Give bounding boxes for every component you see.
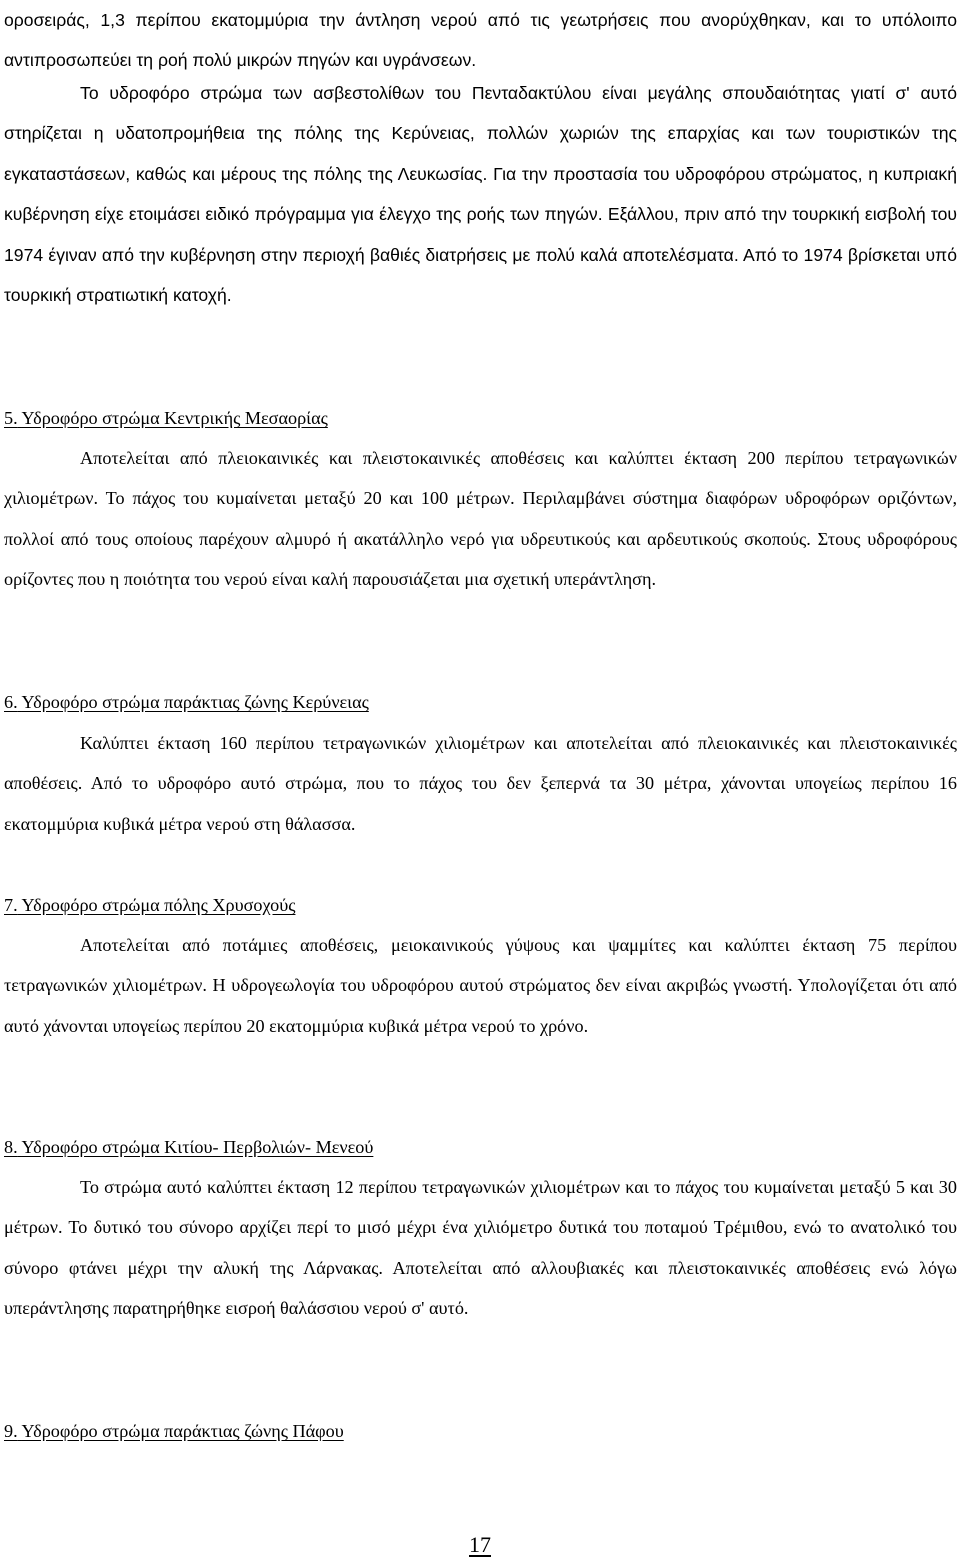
section-7-title: Υδροφόρο στρώμα πόλης Χρυσοχούς <box>21 895 296 915</box>
page-number: 17 <box>469 1532 491 1557</box>
section-9-number: 9. <box>4 1421 18 1441</box>
section-5-heading <box>4 398 328 438</box>
section-8-number: 8. <box>4 1137 18 1157</box>
section-5-title: Υδροφόρο στρώμα Κεντρικής Μεσαορίας <box>21 408 328 428</box>
section-6-title: Υδροφόρο στρώμα παράκτιας ζώνης Κερύνειας <box>21 692 369 712</box>
section-6-body: Καλύπτει έκταση 160 περίπου τετραγωνικών χιλιομέτρων και αποτελείται από πλειοκαινικές και πλειστοκαινικές αποθέσεις. Από το υδροφόρο αυτό στρώμα, που το πάχος του δεν ξεπερνά τα 30 μέτρα, χάνονται υπογείως περίπου 16 εκατομμύρια κυβικά μέτρα νερού στη θάλασσα. <box>4 733 957 834</box>
section-7-body: Αποτελείται από ποτάμιες αποθέσεις, μειοκαινικούς γύψους και ψαμμίτες και καλύπτει έκταση 75 περίπου τετραγωνικών χιλιομέτρων. Η υδρογεωλογία του υδροφόρου αυτού στρώματος δεν είναι ακριβώς γνωστή. Υπολογίζεται ότι από αυτό χάνονται υπογείως περίπου 20 εκατομμύρια κυβικά μέτρα νερού το χρόνο. <box>4 935 957 1036</box>
section-8-body: Το στρώμα αυτό καλύπτει έκταση 12 περίπου τετραγωνικών χιλιομέτρων και το πάχος του κυμαίνεται μεταξύ 5 και 30 μέτρων. Το δυτικό του σύνορο αρχίζει περί το μισό μέχρι ένα χιλιόμετρο δυτικά του ποταμού Τρέμιθου, ενώ το ανατολικό του σύνορο φτάνει μέχρι την αλυκή της Λάρνακας. Αποτελείται από αλλουβιακές και πλειστοκαινικές αποθέσεις ενώ λόγω υπεράντλησης παρατηρήθηκε εισροή θαλάσσιου νερού σ' αυτό. <box>4 1177 957 1319</box>
section-7-heading <box>4 885 295 925</box>
section-7-number: 7. <box>4 895 18 915</box>
section-5-number: 5. <box>4 408 18 428</box>
section-6-heading <box>4 682 369 722</box>
intro-paragraph: οροσειράς, 1,3 περίπου εκατομμύρια την άντληση νερού από τις γεωτρήσεις που ανορύχθηκαν, και το υπόλοιπο αντιπροσωπεύει τη ροή πολύ μικρών πηγών και υγράνσεων. <box>4 10 957 71</box>
section-6-number: 6. <box>4 692 18 712</box>
section-9-title: Υδροφόρο στρώμα παράκτιας ζώνης Πάφου <box>21 1421 344 1441</box>
pentadaktylos-paragraph: Το υδροφόρο στρώμα των ασβεστολίθων του Πενταδακτύλου είναι μεγάλης σπουδαιότητας γιατί σ' αυτό στηρίζεται η υδατοπρομήθεια της πόλης της Κερύνειας, πολλών χωριών της επαρχίας και των τουριστικών της εγκαταστάσεων, καθώς και μέρους της πόλης της Λευκωσίας. Για την προστασία του υδροφόρου στρώματος, η κυπριακή κυβέρνηση είχε ετοιμάσει ειδικό πρόγραμμα για έλεγχο της ροής των πηγών. Εξάλλου, πριν από την τουρκική εισβολή του 1974 έγιναν από την κυβέρνηση στην περιοχή βαθιές διατρήσεις με πολύ καλά αποτελέσματα. Από το 1974 βρίσκεται υπό τουρκική στρατιωτική κατοχή. <box>4 83 957 306</box>
section-8-title: Υδροφόρο στρώμα Κιτίου- Περβολιών- Μενεού <box>21 1137 374 1157</box>
section-8-heading <box>4 1127 373 1167</box>
section-5-body: Αποτελείται από πλειοκαινικές και πλειστοκαινικές αποθέσεις και καλύπτει έκταση 200 περίπου τετραγωνικών χιλιομέτρων. Το πάχος του κυμαίνεται μεταξύ 20 και 100 μέτρων. Περιλαμβάνει σύστημα διαφόρων υδροφόρων οριζόντων, πολλοί από τους οποίους παρέχουν αλμυρό ή ακατάλληλο νερό για υδρευτικούς και αρδευτικούς σκοπούς. Στους υδροφόρους ορίζοντες που η ποιότητα του νερού είναι καλή παρουσιάζεται μια σχετική υπεράντληση. <box>4 448 957 590</box>
section-9-heading <box>4 1411 344 1451</box>
